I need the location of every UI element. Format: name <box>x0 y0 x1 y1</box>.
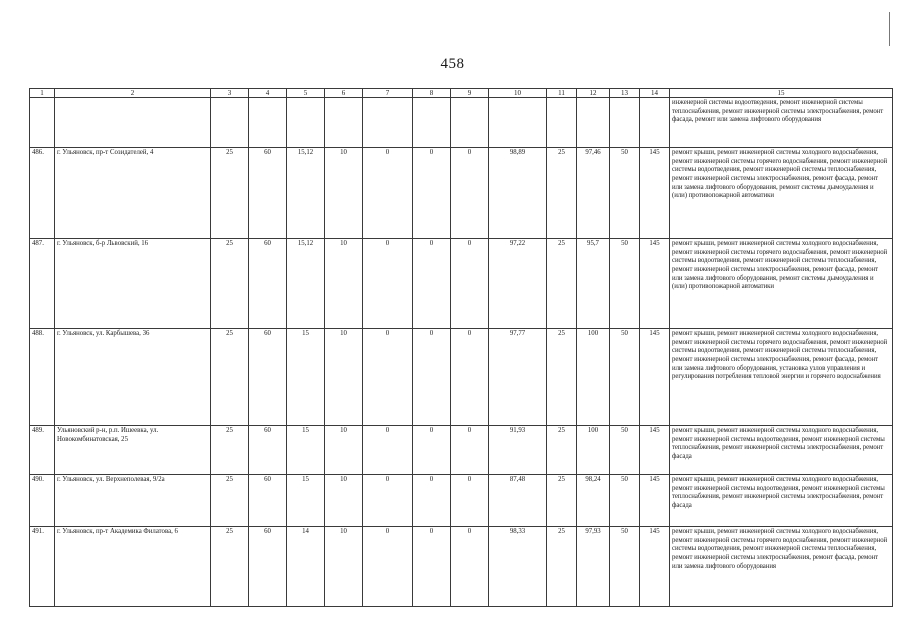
value-cell: 0 <box>413 527 451 607</box>
value-cell: 50 <box>610 475 640 527</box>
column-header: 15 <box>670 89 893 98</box>
row-number <box>30 98 55 148</box>
column-header: 4 <box>249 89 287 98</box>
column-header: 1 <box>30 89 55 98</box>
row-number: 487. <box>30 239 55 329</box>
value-cell: 0 <box>413 475 451 527</box>
works-cell: ремонт крыши, ремонт инженерной системы холодного водоснабжения, ремонт инженерной системы горячего водоснабжения, ремонт инженерной системы водоотведения, ремонт инженерной системы теплоснабжения, ремонт инженерной системы электроснабжения, ремонт фасада, ремонт или замена лифтового оборудования, установка узлов управления и регулирования потребления тепловой энергии и горячего водоснабжения <box>670 329 893 426</box>
address-cell: г. Ульяновск, б-р Львовский, 16 <box>55 239 211 329</box>
works-cell: ремонт крыши, ремонт инженерной системы холодного водоснабжения, ремонт инженерной системы горячего водоснабжения, ремонт инженерной системы водоотведения, ремонт инженерной системы теплоснабжения, ремонт инженерной системы электроснабжения, ремонт фасада, ремонт или замена лифтового оборудования, ремонт системы дымоудаления и (или) противопожарной автоматики <box>670 239 893 329</box>
value-cell: 50 <box>610 148 640 239</box>
value-cell <box>363 98 413 148</box>
column-header: 9 <box>451 89 489 98</box>
value-cell: 25 <box>211 426 249 475</box>
value-cell: 100 <box>577 426 610 475</box>
table-row <box>30 475 893 527</box>
value-cell <box>547 98 577 148</box>
value-cell: 145 <box>640 148 670 239</box>
address-cell: г. Ульяновск, пр-т Академика Филатова, 6 <box>55 527 211 607</box>
value-cell: 0 <box>451 426 489 475</box>
page-number: 458 <box>440 56 465 72</box>
column-number-row <box>30 89 893 98</box>
works-cell: ремонт крыши, ремонт инженерной системы холодного водоснабжения, ремонт инженерной системы водоотведения, ремонт инженерной системы теплоснабжения, ремонт инженерной системы электроснабжения, ремонт фасада <box>670 426 893 475</box>
value-cell: 50 <box>610 527 640 607</box>
value-cell: 0 <box>413 148 451 239</box>
value-cell: 145 <box>640 239 670 329</box>
value-cell: 25 <box>211 475 249 527</box>
value-cell: 10 <box>325 148 363 239</box>
value-cell: 145 <box>640 329 670 426</box>
value-cell <box>577 98 610 148</box>
table-row <box>30 98 893 148</box>
value-cell: 0 <box>413 329 451 426</box>
value-cell: 98,89 <box>489 148 547 239</box>
value-cell: 145 <box>640 527 670 607</box>
row-number: 488. <box>30 329 55 426</box>
value-cell: 98,33 <box>489 527 547 607</box>
column-header: 8 <box>413 89 451 98</box>
value-cell: 100 <box>577 329 610 426</box>
value-cell: 25 <box>547 329 577 426</box>
address-cell: г. Ульяновск, ул. Верхнеполевая, 9/2а <box>55 475 211 527</box>
value-cell: 10 <box>325 426 363 475</box>
works-cell: ремонт крыши, ремонт инженерной системы холодного водоснабжения, ремонт инженерной системы горячего водоснабжения, ремонт инженерной системы водоотведения, ремонт инженерной системы теплоснабжения, ремонт инженерной системы электроснабжения, ремонт фасада, ремонт или замена лифтового оборудования <box>670 527 893 607</box>
value-cell: 10 <box>325 527 363 607</box>
value-cell <box>413 98 451 148</box>
value-cell: 25 <box>547 148 577 239</box>
value-cell <box>211 98 249 148</box>
value-cell: 0 <box>363 475 413 527</box>
value-cell: 0 <box>363 426 413 475</box>
value-cell: 15,12 <box>287 148 325 239</box>
value-cell: 98,24 <box>577 475 610 527</box>
value-cell: 0 <box>413 426 451 475</box>
column-header: 10 <box>489 89 547 98</box>
value-cell: 97,77 <box>489 329 547 426</box>
repair-schedule-table <box>29 88 893 607</box>
value-cell <box>451 98 489 148</box>
works-cell: ремонт крыши, ремонт инженерной системы холодного водоснабжения, ремонт инженерной системы водоотведения, ремонт инженерной системы теплоснабжения, ремонт инженерной системы электроснабжения, ремонт фасада <box>670 475 893 527</box>
works-cell: инженерной системы водоотведения, ремонт инженерной системы теплоснабжения, ремонт инженерной системы электроснабжения, ремонт фасада, ремонт или замена лифтового оборудования <box>670 98 893 148</box>
value-cell: 25 <box>211 148 249 239</box>
row-number: 490. <box>30 475 55 527</box>
value-cell: 50 <box>610 426 640 475</box>
value-cell: 0 <box>363 239 413 329</box>
value-cell: 25 <box>211 527 249 607</box>
value-cell <box>610 98 640 148</box>
value-cell: 0 <box>363 527 413 607</box>
value-cell: 15 <box>287 329 325 426</box>
column-header: 12 <box>577 89 610 98</box>
value-cell: 0 <box>363 329 413 426</box>
value-cell: 60 <box>249 527 287 607</box>
value-cell: 15 <box>287 426 325 475</box>
value-cell: 97,93 <box>577 527 610 607</box>
value-cell: 25 <box>547 239 577 329</box>
column-header: 2 <box>55 89 211 98</box>
value-cell: 10 <box>325 239 363 329</box>
value-cell: 0 <box>451 475 489 527</box>
works-cell: ремонт крыши, ремонт инженерной системы холодного водоснабжения, ремонт инженерной системы горячего водоснабжения, ремонт инженерной системы водоотведения, ремонт инженерной системы теплоснабжения, ремонт инженерной системы электроснабжения, ремонт фасада, ремонт или замена лифтового оборудования, ремонт системы дымоудаления и (или) противопожарной автоматики <box>670 148 893 239</box>
row-number: 489. <box>30 426 55 475</box>
value-cell: 15 <box>287 475 325 527</box>
value-cell: 60 <box>249 329 287 426</box>
value-cell: 50 <box>610 329 640 426</box>
value-cell <box>489 98 547 148</box>
value-cell: 145 <box>640 426 670 475</box>
value-cell <box>640 98 670 148</box>
value-cell: 10 <box>325 475 363 527</box>
column-header: 11 <box>547 89 577 98</box>
value-cell: 97,22 <box>489 239 547 329</box>
value-cell: 87,48 <box>489 475 547 527</box>
value-cell: 0 <box>451 329 489 426</box>
value-cell: 10 <box>325 329 363 426</box>
address-cell: г. Ульяновск, ул. Карбышева, 36 <box>55 329 211 426</box>
column-header: 6 <box>325 89 363 98</box>
value-cell: 145 <box>640 475 670 527</box>
value-cell: 60 <box>249 475 287 527</box>
value-cell: 50 <box>610 239 640 329</box>
value-cell: 25 <box>547 426 577 475</box>
value-cell: 25 <box>211 239 249 329</box>
value-cell: 15,12 <box>287 239 325 329</box>
column-header: 3 <box>211 89 249 98</box>
table-row <box>30 239 893 329</box>
address-cell <box>55 98 211 148</box>
row-number: 486. <box>30 148 55 239</box>
value-cell: 91,93 <box>489 426 547 475</box>
address-cell: г. Ульяновск, пр-т Созидателей, 4 <box>55 148 211 239</box>
value-cell: 0 <box>413 239 451 329</box>
value-cell: 0 <box>451 148 489 239</box>
value-cell: 97,46 <box>577 148 610 239</box>
value-cell <box>325 98 363 148</box>
value-cell <box>287 98 325 148</box>
address-cell: Ульяновский р-н, р.п. Ишеевка, ул. Новокомбинатовская, 25 <box>55 426 211 475</box>
margin-rule <box>889 12 890 46</box>
row-number: 491. <box>30 527 55 607</box>
value-cell: 14 <box>287 527 325 607</box>
column-header: 5 <box>287 89 325 98</box>
value-cell: 0 <box>451 239 489 329</box>
table-row <box>30 426 893 475</box>
value-cell: 60 <box>249 148 287 239</box>
table-row <box>30 527 893 607</box>
value-cell: 0 <box>451 527 489 607</box>
table-row <box>30 148 893 239</box>
column-header: 14 <box>640 89 670 98</box>
column-header: 13 <box>610 89 640 98</box>
value-cell: 25 <box>547 527 577 607</box>
value-cell: 25 <box>211 329 249 426</box>
column-header: 7 <box>363 89 413 98</box>
value-cell: 95,7 <box>577 239 610 329</box>
table-row <box>30 329 893 426</box>
value-cell: 25 <box>547 475 577 527</box>
value-cell: 0 <box>363 148 413 239</box>
value-cell: 60 <box>249 426 287 475</box>
value-cell: 60 <box>249 239 287 329</box>
value-cell <box>249 98 287 148</box>
